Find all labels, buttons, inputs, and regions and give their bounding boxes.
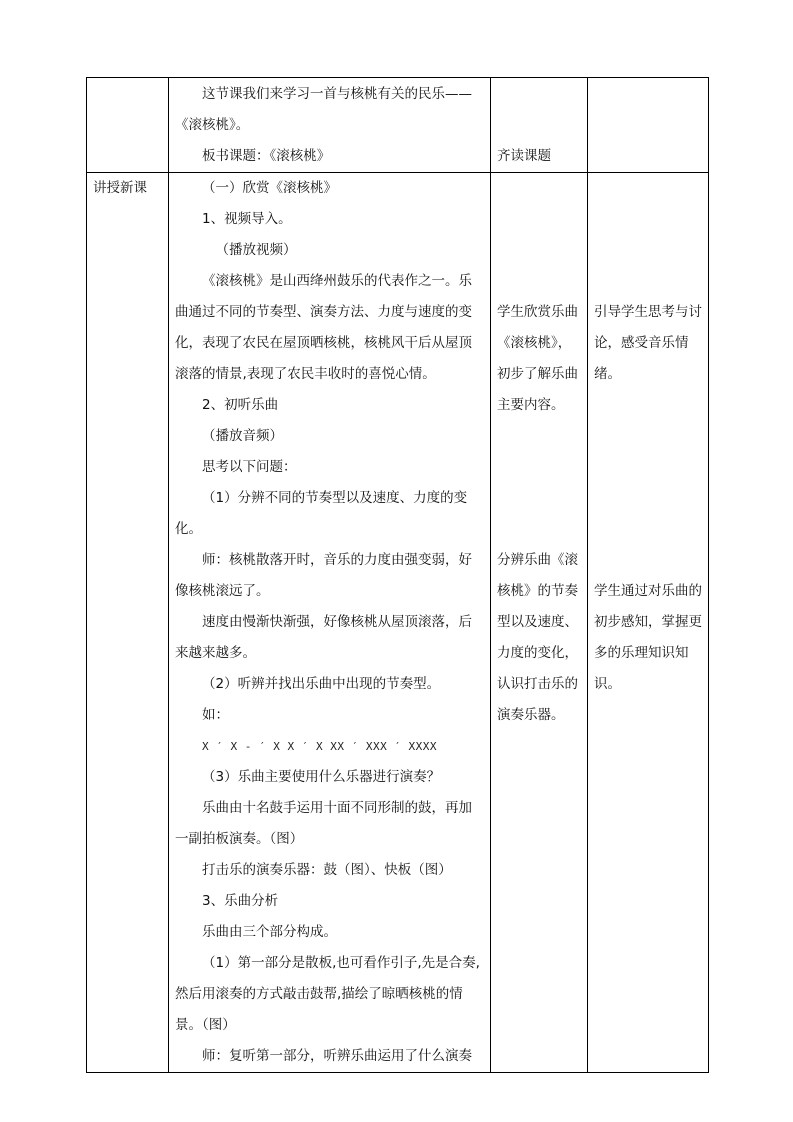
table-row [87,78,709,173]
paragraph: 思考以下问题： [202,459,297,475]
paragraph: 3、乐曲分析 [202,893,279,909]
paragraph: （2）听辨并找出乐曲中出现的节奏型。 [202,676,441,692]
section-label-cell [87,78,169,173]
paragraph: （播放音频） [202,428,283,444]
paragraph: 2、初听乐曲 [202,397,279,413]
paragraph: 速度由慢渐快渐强，好像核桃从屋顶滚落，后来越来越多。 [175,614,472,661]
paragraph: （3）乐曲主要使用什么乐器进行演奏？ [202,769,441,785]
paragraph: 1、视频导入。 [202,211,292,227]
paragraph: （1）第一部分是散板,也可看作引子,先是合奏,然后用滚奏的方式敲击鼓帮,描绘了晾晒核桃的情景。（图） [175,955,480,1033]
lesson-plan-table [86,77,709,1073]
rhythm-prefix: 如： [202,707,229,723]
student-activity-text: 学生欣赏乐曲《滚核桃》，初步了解乐曲主要内容。 [497,304,578,413]
paragraph: 师：核桃散落开时，音乐的力度由强变弱，好像核桃滚远了。 [175,552,472,599]
section-label: 讲授新课 [93,180,147,196]
student-activity-cell [491,173,588,1073]
design-intent-text: 引导学生思考与讨论，感受音乐情绪。 [594,304,702,382]
design-intent-cell [588,78,709,173]
intro-paragraph: 这节课我们来学习一首与核桃有关的民乐——《滚核桃》。 [175,86,472,133]
paragraph: 《滚核桃》是山西绛州鼓乐的代表作之一。乐曲通过不同的节奏型、演奏方法、力度与速度的变化，表现了农民在屋顶晒核桃，核桃风干后从屋顶滚落的情景,表现了农民丰收时的喜悦心情。 [175,273,472,382]
design-intent-text: 学生通过对乐曲的初步感知，掌握更多的乐理知识知识。 [594,583,702,692]
paragraph: 师：复听第一部分，听辨乐曲运用了什么演奏 [202,1048,472,1064]
paragraph: （1）分辨不同的节奏型以及速度、力度的变化。 [175,490,468,537]
table-row [87,173,709,1073]
teacher-activity-cell [169,173,491,1073]
student-activity-text: 分辨乐曲《滚核桃》的节奏型以及速度、力度的变化，认识打击乐的演奏乐器。 [497,552,578,723]
design-intent-cell [588,173,709,1073]
paragraph: （一）欣赏《滚核桃》 [202,180,337,196]
paragraph: 打击乐的演奏乐器：鼓（图）、快板（图） [202,862,452,878]
student-activity-text: 齐读课题 [497,148,551,164]
rhythm-paragraph [175,700,484,762]
paragraph: （播放视频） [215,242,297,258]
board-title-paragraph: 板书课题：《滚核桃》 [202,148,331,164]
rhythm-notation: X ′ X - ′ X X ′ X XX ′ XXX ′ XXXX [202,740,438,753]
student-activity-cell [491,78,588,173]
teacher-activity-cell [169,78,491,173]
paragraph: 乐曲由十名鼓手运用十面不同形制的鼓，再加一副拍板演奏。（图） [175,800,472,847]
section-label-cell [87,173,169,1073]
paragraph: 乐曲由三个部分构成。 [202,924,337,940]
